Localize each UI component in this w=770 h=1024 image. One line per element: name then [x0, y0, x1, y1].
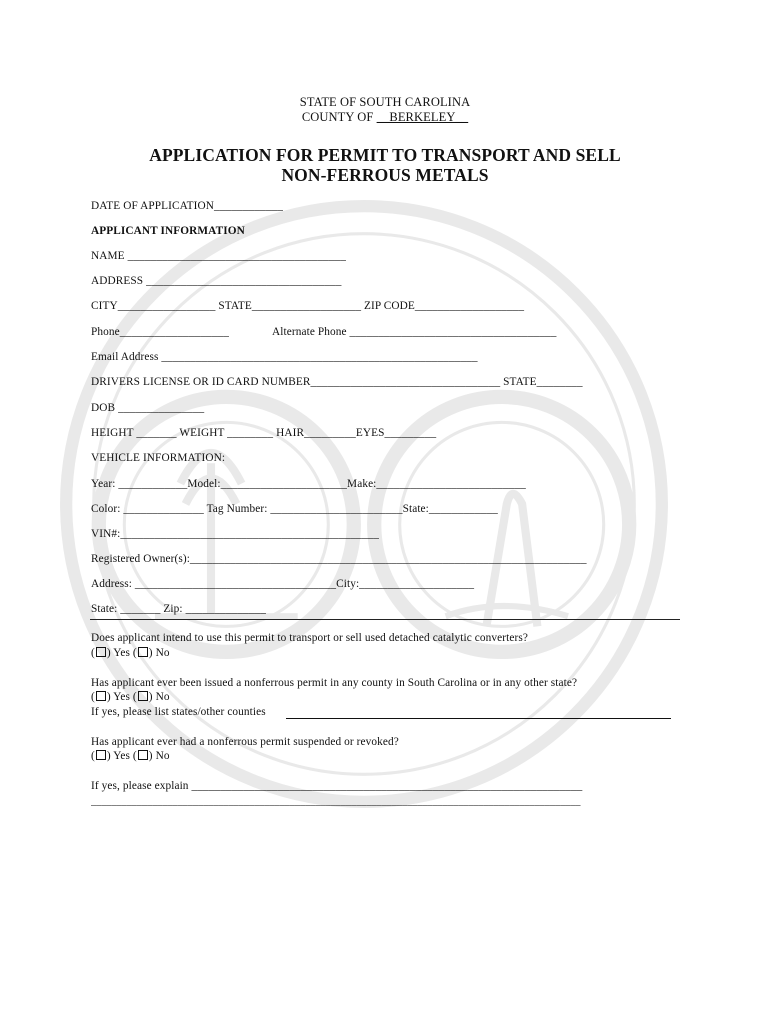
county-line [0, 110, 770, 125]
yes-checkbox[interactable] [96, 691, 106, 701]
previous-permit-options: ( ) Yes ( ) No [91, 691, 170, 703]
explain-field[interactable]: If yes, please explain ____________________________________________________________________ [91, 780, 583, 792]
states-counties-label: If yes, please list states/other counties [91, 706, 266, 718]
suspended-revoked-options: ( ) Yes ( ) No [91, 750, 170, 762]
no-checkbox[interactable] [138, 647, 148, 657]
form-title-line2: NON-FERROUS METALS [281, 165, 489, 185]
yes-label: Yes [113, 750, 130, 762]
no-label: No [155, 750, 170, 762]
no-label: No [155, 691, 170, 703]
explain-field-line2[interactable]: ________________________________________________________________________________________________ [91, 796, 581, 807]
dob-field[interactable]: DOB _______________ [91, 402, 205, 414]
city-state-zip-field[interactable]: CITY_________________ STATE___________________ ZIP CODE___________________ [91, 300, 525, 312]
date-of-application-field[interactable]: DATE OF APPLICATION____________ [91, 200, 284, 212]
states-counties-line[interactable] [286, 718, 671, 719]
phone-field[interactable]: Phone___________________ [91, 326, 229, 338]
question-catalytic-converters: Does applicant intend to use this permit to transport or sell used detached catalytic converters? [91, 632, 528, 644]
vin-field[interactable]: VIN#:_____________________________________________ [91, 528, 380, 540]
registered-owner-field[interactable]: Registered Owner(s):_____________________________________________________________________ [91, 553, 587, 565]
address-field[interactable]: ADDRESS __________________________________ [91, 275, 342, 287]
yes-checkbox[interactable] [96, 750, 106, 760]
question-suspended-revoked: Has applicant ever had a nonferrous permit suspended or revoked? [91, 736, 399, 748]
catalytic-converters-options: ( ) Yes ( ) No [91, 647, 170, 659]
alternate-phone-field[interactable]: Alternate Phone ____________________________________ [272, 326, 557, 338]
height-weight-hair-eyes-field[interactable]: HEIGHT _______ WEIGHT ________ HAIR_________EYES_________ [91, 427, 437, 439]
yes-label: Yes [113, 647, 130, 659]
email-address-field[interactable]: Email Address _______________________________________________________ [91, 351, 478, 363]
yes-checkbox[interactable] [96, 647, 106, 657]
no-label: No [155, 647, 170, 659]
no-checkbox[interactable] [138, 691, 148, 701]
color-tag-state-field[interactable]: Color: ______________ Tag Number: _______________________State:____________ [91, 503, 498, 515]
county-value: __BERKELEY__ [376, 110, 469, 124]
applicant-information-heading: APPLICANT INFORMATION [91, 225, 245, 237]
section-divider [90, 619, 680, 620]
year-model-make-field[interactable]: Year: ____________Model:______________________Make:__________________________ [91, 478, 526, 490]
vehicle-information-heading: VEHICLE INFORMATION: [91, 452, 226, 464]
county-label: COUNTY OF [301, 110, 374, 124]
vehicle-address-city-field[interactable]: Address: ___________________________________City:____________________ [91, 578, 475, 590]
yes-label: Yes [113, 691, 130, 703]
no-checkbox[interactable] [138, 750, 148, 760]
state-line: STATE OF SOUTH CAROLINA [299, 95, 471, 109]
drivers-license-field[interactable]: DRIVERS LICENSE OR ID CARD NUMBER_________________________________ STATE________ [91, 376, 583, 388]
form-title-line1: APPLICATION FOR PERMIT TO TRANSPORT AND SELL [149, 145, 621, 165]
state-zip-field[interactable]: State: _______ Zip: ______________ [91, 603, 267, 615]
name-field[interactable]: NAME ______________________________________ [91, 250, 347, 262]
question-previous-permit: Has applicant ever been issued a nonferrous permit in any county in South Carolina or in any other state? [91, 677, 578, 689]
